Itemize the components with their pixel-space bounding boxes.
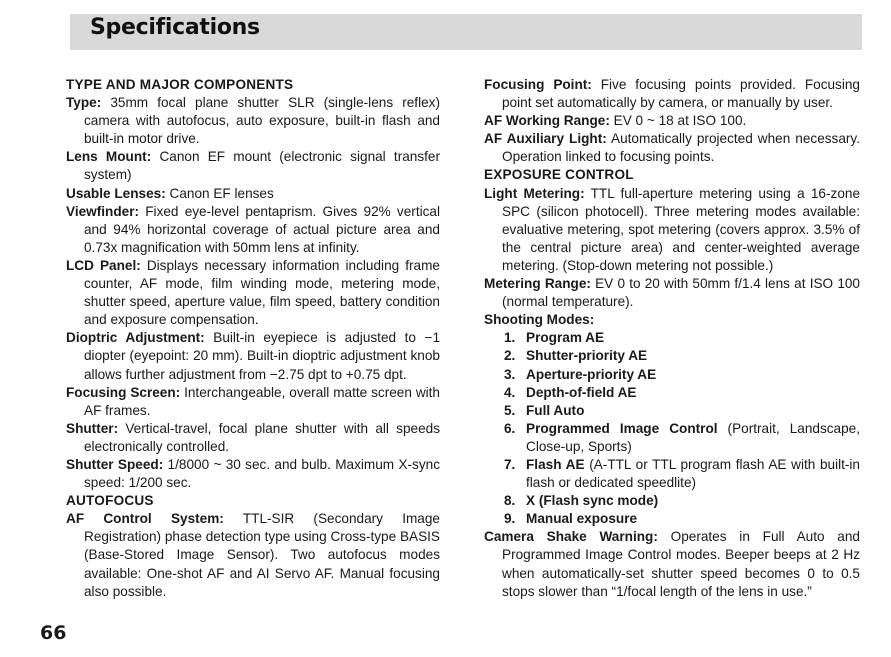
page-title: Specifications: [90, 15, 260, 40]
shooting-mode-body: [526, 510, 860, 528]
left-entries-1: [66, 94, 440, 492]
spec-label: Focusing Point:: [484, 77, 592, 92]
shooting-modes-list: [484, 329, 860, 528]
shooting-mode-name: Shutter-priority AE: [526, 348, 648, 364]
shooting-mode-body: [526, 329, 860, 347]
shooting-mode-body: [526, 492, 860, 510]
spec-text: Displays necessary information including frame counter, AF mode, film winding mode, metering mode, shutter speed, aperture value, film speed, battery condition and exposure compensation.: [84, 257, 440, 328]
shooting-mode-body: [526, 420, 860, 456]
spec-entry: [484, 528, 860, 600]
shooting-mode-number: 3.: [504, 366, 516, 382]
spec-entry: [484, 76, 860, 112]
spec-text: Automatically projected when necessary. Operation linked to focusing points.: [502, 131, 860, 165]
spec-text: EV 0 to 20 with 50mm f/1.4 lens at ISO 100 (normal temperature).: [502, 276, 860, 310]
shooting-mode-number: 4.: [504, 384, 516, 400]
spec-text: 1/8000 ~ 30 sec. and bulb. Maximum X-sync speed: 1/200 sec.: [84, 456, 440, 491]
spec-entry: [484, 112, 860, 130]
spec-text: TTL-SIR (Secondary Image Registration) phase detection type using Cross-type BASIS (Base-Stored Image Sensor). Two autofocus modes available: One-shot AF and AI Servo AF. Manual focusing also possible.: [84, 511, 440, 599]
left-column: [66, 76, 440, 601]
shooting-mode-name: Programmed Image Control: [526, 420, 718, 436]
shooting-mode-number: 9.: [504, 511, 516, 527]
spec-entry: [484, 130, 860, 166]
shooting-mode-body: [526, 384, 860, 402]
shooting-mode-body: [526, 402, 860, 420]
spec-label: Camera Shake Warning:: [484, 529, 658, 545]
shooting-mode-desc: (A-TTL or TTL program flash AE with built-in flash or dedicated speedlite): [526, 456, 860, 491]
right-entries-1: [484, 76, 860, 166]
spec-text: EV 0 ~ 18 at ISO 100.: [609, 113, 747, 129]
left-entries-2: [66, 510, 440, 600]
spec-label: Metering Range:: [484, 276, 591, 292]
spec-label: AF Control System:: [66, 511, 224, 527]
shooting-mode-name: Manual exposure: [526, 511, 638, 527]
spec-text: Built-in eyepiece is adjusted to −1 diopter (eyepoint: 20 mm). Built-in dioptric adjustment knob allows further adjustment from −2.75 dpt to +0.75 dpt.: [84, 330, 440, 382]
right-column: [484, 76, 860, 601]
shooting-mode-item: [504, 402, 860, 420]
spec-entry: [66, 420, 440, 456]
spec-text: 35mm focal plane shutter SLR (single-lens reflex) camera with autofocus, auto exposure, built-in flash and built-in motor drive.: [84, 95, 440, 147]
shooting-mode-number: 7.: [504, 456, 516, 472]
spec-text: Canon EF mount (electronic signal transfer system): [84, 149, 440, 183]
shooting-mode-body: [526, 456, 860, 492]
spec-text: Fixed eye-level pentaprism. Gives 92% vertical and 94% horizontal coverage of actual picture area and 0.73x magnification with 50mm lens at infinity.: [84, 203, 440, 255]
shooting-mode-item: [504, 384, 860, 402]
shooting-mode-item: [504, 347, 860, 365]
shooting-mode-number: 2.: [504, 348, 516, 364]
spec-entry: [484, 185, 860, 275]
section-heading-exposure: EXPOSURE CONTROL: [484, 167, 634, 183]
shooting-mode-name: Aperture-priority AE: [526, 366, 657, 382]
spec-entry: [66, 185, 440, 203]
spec-label: Shooting Modes:: [484, 312, 595, 328]
shooting-mode-name: Full Auto: [526, 402, 585, 418]
spec-entry: [66, 510, 440, 600]
shooting-mode-name: X (Flash sync mode): [526, 493, 659, 509]
shooting-mode-item: [504, 510, 860, 528]
shooting-mode-item: [504, 366, 860, 384]
spec-entry: [484, 311, 860, 329]
right-entries-2: [484, 185, 860, 330]
spec-text: TTL full-aperture metering using a 16-zone SPC (silicon photocell). Three metering modes available: evaluative metering, spot metering (covers approx. 3.5% of the central picture area) and center-weighted average metering. (Stop-down metering not possible.): [502, 185, 861, 273]
page-number: 66: [40, 622, 67, 644]
spec-label: Focusing Screen:: [66, 384, 181, 400]
spec-label: Shutter Speed:: [66, 456, 164, 472]
spec-entry: [66, 329, 440, 383]
spec-label: AF Auxiliary Light:: [484, 131, 607, 147]
spec-label: Shutter:: [66, 420, 119, 436]
section-heading-type: TYPE AND MAJOR COMPONENTS: [66, 77, 294, 92]
shooting-mode-name: Depth-of-field AE: [526, 384, 637, 400]
spec-text: Five focusing points provided. Focusing point set automatically by camera, or manually by user.: [502, 77, 860, 111]
spec-text: Vertical-travel, focal plane shutter with all speeds electronically controlled.: [84, 420, 440, 454]
spec-label: Light Metering:: [484, 185, 585, 201]
spec-entry: [66, 384, 440, 420]
spec-label: AF Working Range:: [484, 113, 610, 129]
shooting-mode-name: Flash AE: [526, 456, 585, 472]
spec-entry: [66, 203, 440, 257]
spec-text: Interchangeable, overall matte screen with AF frames.: [84, 384, 440, 418]
shooting-mode-number: 8.: [504, 493, 516, 509]
spec-label: LCD Panel:: [66, 257, 141, 273]
spec-text: Canon EF lenses: [165, 185, 274, 201]
right-entries-3: [484, 528, 860, 600]
shooting-mode-item: [504, 492, 860, 510]
spec-label: Type:: [66, 95, 102, 111]
spec-label: Viewfinder:: [66, 203, 140, 219]
spec-entry: [66, 94, 440, 148]
shooting-mode-body: [526, 347, 860, 365]
shooting-mode-number: 6.: [504, 420, 516, 436]
spec-entry: [484, 275, 860, 311]
shooting-mode-item: [504, 456, 860, 492]
section-heading-autofocus: AUTOFOCUS: [66, 493, 154, 509]
spec-entry: [66, 148, 440, 184]
shooting-mode-desc: (Portrait, Landscape, Close-up, Sports): [526, 420, 861, 454]
spec-label: Dioptric Adjustment:: [66, 330, 205, 346]
shooting-mode-number: 1.: [504, 330, 516, 346]
shooting-mode-number: 5.: [504, 402, 516, 418]
shooting-mode-item: [504, 329, 860, 347]
spec-entry: [66, 257, 440, 329]
shooting-mode-body: [526, 366, 860, 384]
shooting-mode-name: Program AE: [526, 330, 605, 346]
spec-entry: [66, 456, 440, 492]
spec-text: Operates in Full Auto and Programmed Image Control modes. Beeper beeps at 2 Hz when automatically-set shutter speed becomes 0 to 0.5 stops slower than “1/focal length of the lens in use.”: [502, 529, 860, 599]
spec-label: Lens Mount:: [66, 149, 152, 165]
shooting-mode-item: [504, 420, 860, 456]
spec-label: Usable Lenses:: [66, 185, 166, 201]
